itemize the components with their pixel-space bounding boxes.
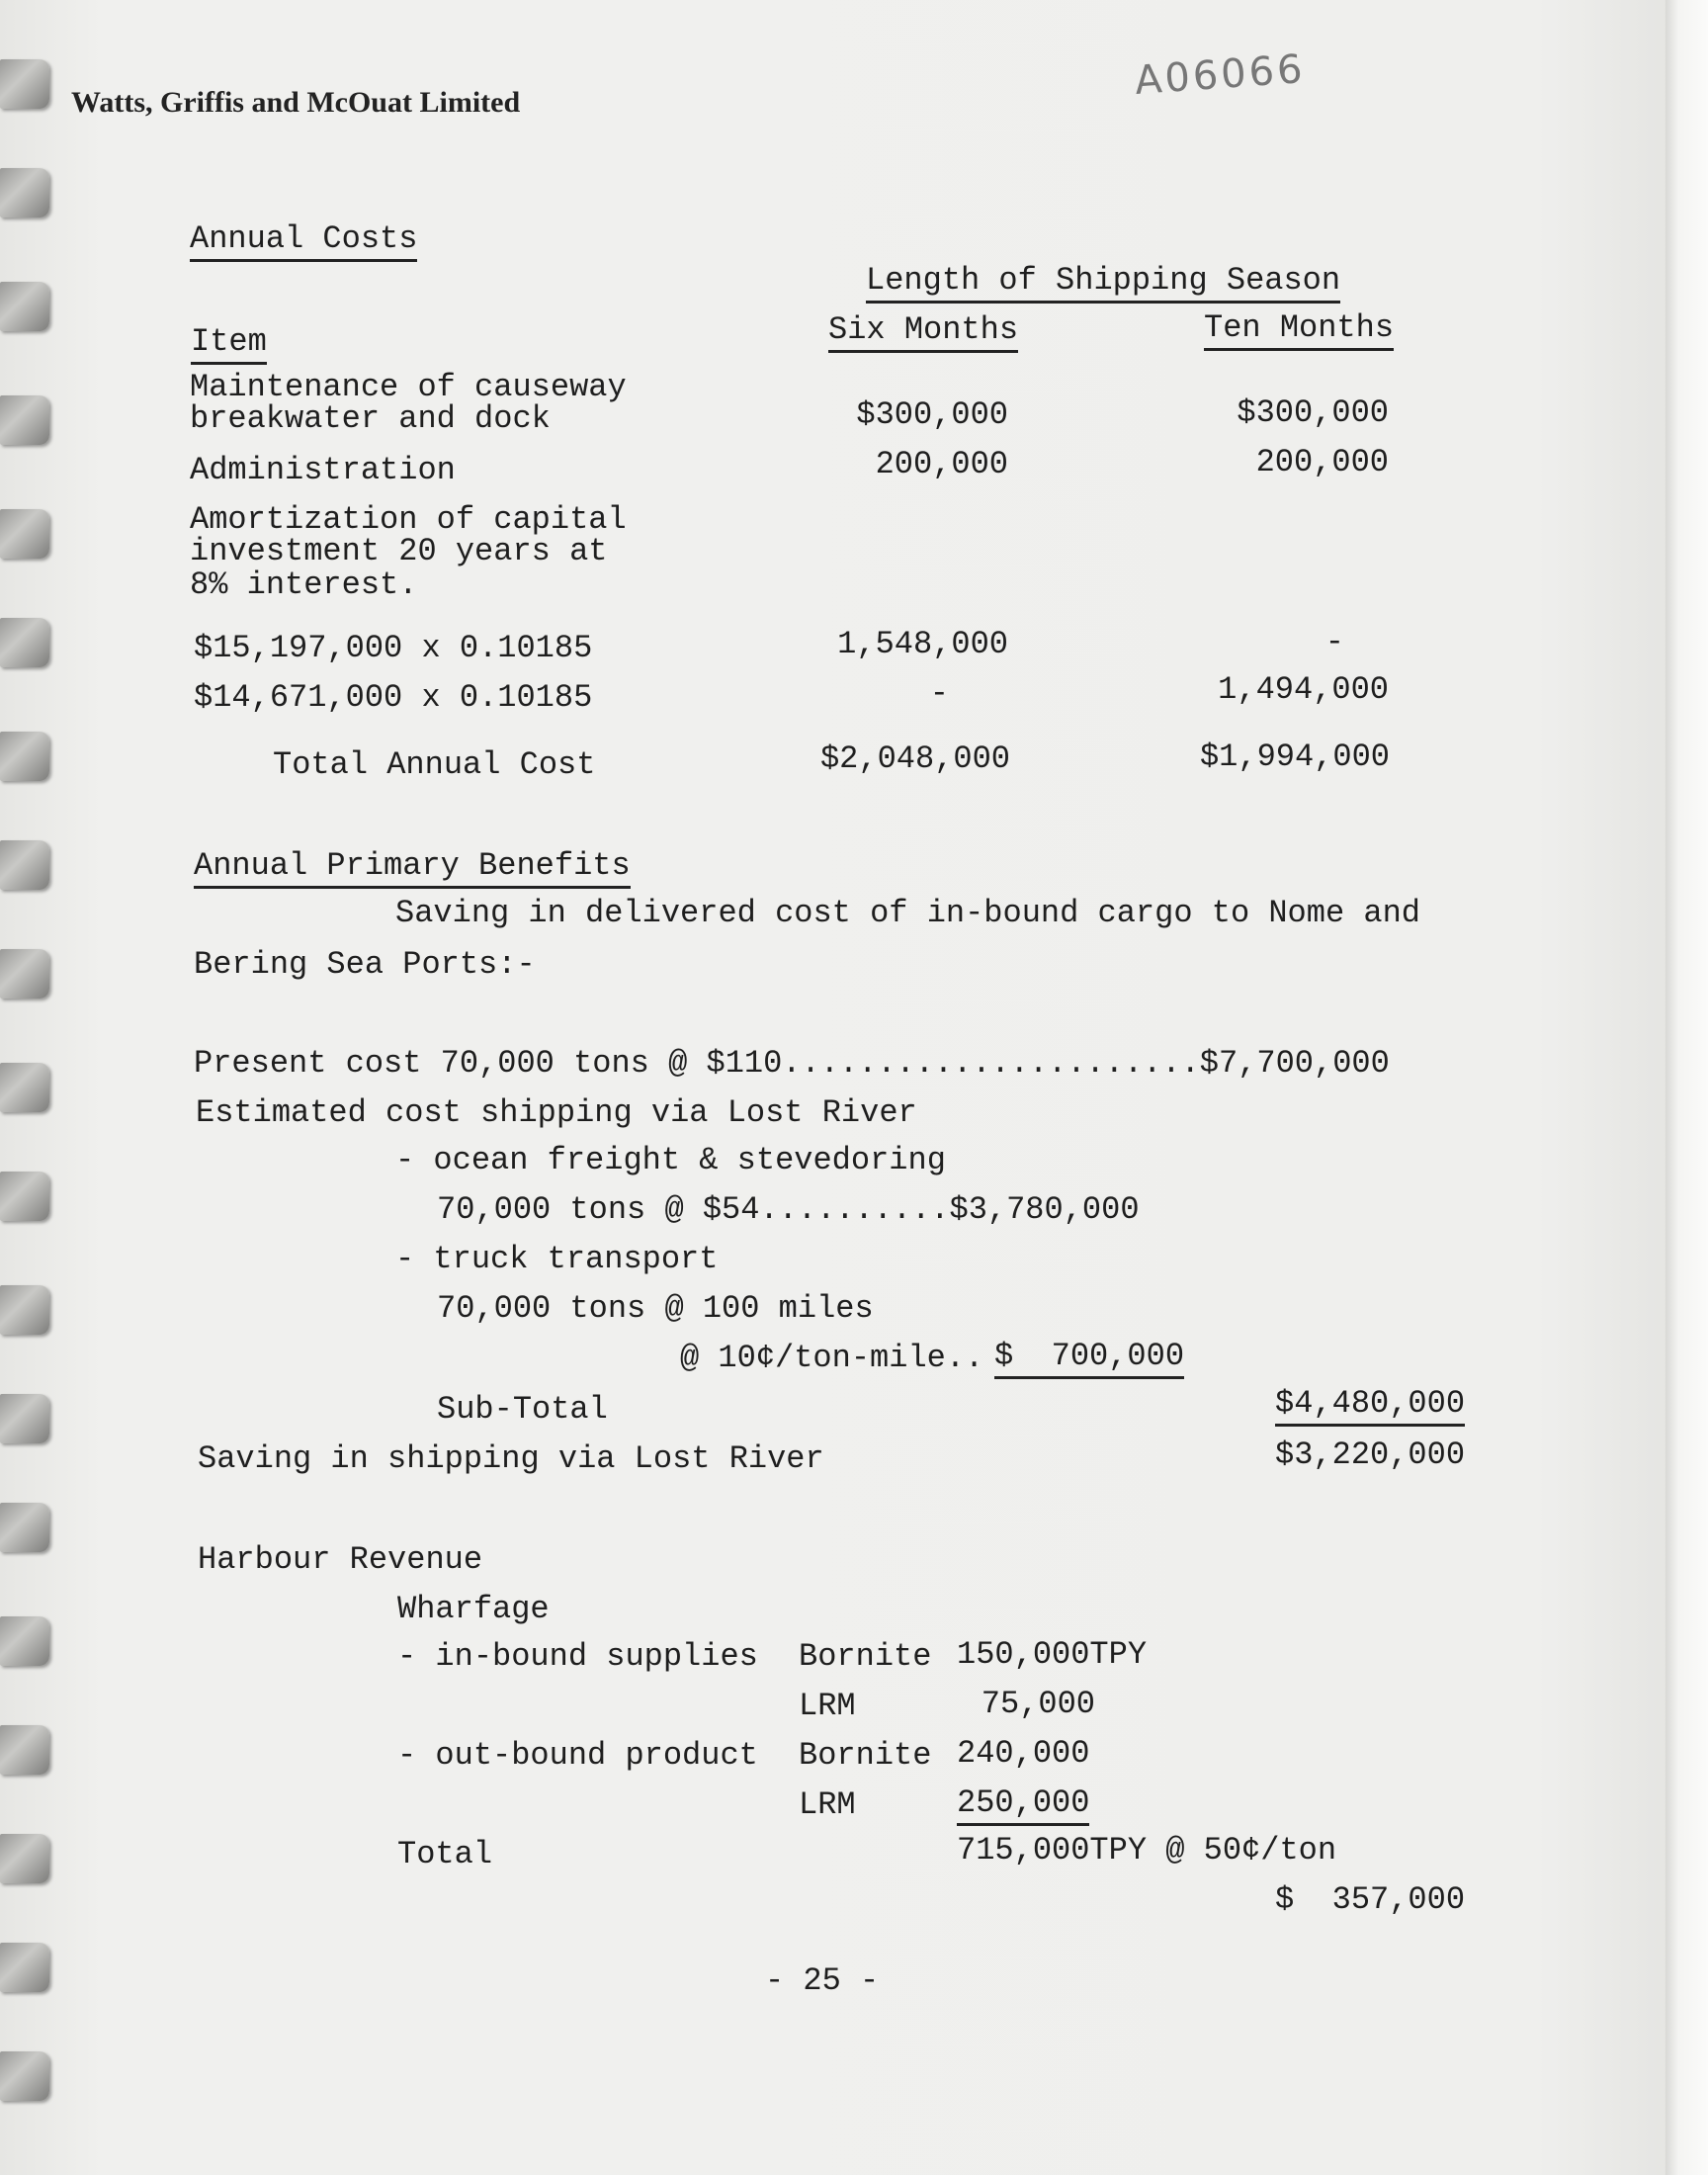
binding-ring: [0, 1394, 49, 1443]
inbound-lrm-value: 75,000: [981, 1686, 1095, 1722]
present-cost-line: Present cost 70,000 tons @ $110......................$7,700,000: [194, 1045, 1390, 1082]
primary-benefits-heading: Annual Primary Benefits: [194, 848, 631, 889]
binding-ring: [0, 732, 49, 781]
cost-six-value: $300,000: [856, 396, 1008, 433]
total-ten-value: $1,994,000: [1199, 739, 1390, 775]
page-edge: [1665, 0, 1708, 2175]
cost-six-value: 1,548,000: [837, 626, 1008, 662]
subtotal-value: $4,480,000: [1275, 1386, 1465, 1427]
outbound-lrm-value: 250,000: [957, 1785, 1089, 1826]
binding-ring: [0, 618, 49, 667]
shipping-season-heading: Length of Shipping Season: [866, 263, 1340, 304]
benefits-intro-line: Bering Sea Ports:-: [194, 946, 536, 983]
saving-value: $3,220,000: [1275, 1436, 1466, 1473]
binding-ring: [0, 1172, 49, 1221]
annual-costs-heading: Annual Costs: [190, 221, 417, 262]
cost-ten-value: 1,494,000: [1218, 671, 1389, 708]
binding-ring: [0, 2051, 49, 2101]
cost-item-label: $14,671,000 x 0.10185: [194, 679, 593, 716]
outbound-bornite-name: Bornite: [799, 1737, 932, 1774]
saving-label: Saving in shipping via Lost River: [198, 1440, 824, 1477]
wharfage-label: Wharfage: [397, 1591, 550, 1627]
outbound-product-label: - out-bound product: [397, 1737, 758, 1774]
truck-transport-line: - truck transport: [395, 1241, 719, 1277]
cost-item-label: investment 20 years at: [190, 533, 608, 569]
binding-ring: [0, 395, 49, 445]
benefits-intro-line: Saving in delivered cost of in-bound cargo to Nome and: [395, 895, 1420, 931]
binding-ring: [0, 509, 49, 559]
harbour-total-value: $ 357,000: [1275, 1881, 1466, 1918]
cost-item-label: Amortization of capital: [190, 501, 627, 538]
binding-ring: [0, 282, 49, 331]
total-annual-cost-label: Total Annual Cost: [273, 746, 596, 783]
truck-calc-line: 70,000 tons @ 100 miles: [437, 1290, 874, 1327]
binding-ring: [0, 840, 49, 890]
document-stamp-number: A06066: [1133, 46, 1308, 104]
binding-ring: [0, 1943, 49, 1992]
item-column-heading: Item: [191, 324, 267, 365]
ten-months-column-heading: Ten Months: [1204, 310, 1394, 351]
six-months-column-heading: Six Months: [828, 312, 1018, 353]
binding-ring: [0, 1285, 49, 1335]
binding-ring: [0, 59, 49, 109]
cost-ten-value: 200,000: [1255, 444, 1389, 480]
binding-ring: [0, 1725, 49, 1775]
harbour-total-calc: 715,000TPY @ 50¢/ton: [957, 1832, 1337, 1869]
page-number: - 25 -: [765, 1962, 880, 1999]
binding-ring: [0, 1063, 49, 1112]
cost-six-value: -: [929, 675, 949, 712]
binding-ring: [0, 1503, 49, 1552]
cost-item-label: 8% interest.: [190, 566, 418, 603]
cost-item-label: Maintenance of causeway: [190, 369, 627, 405]
cost-six-value: 200,000: [875, 446, 1008, 482]
truck-calc-rate: @ 10¢/ton-mile..: [680, 1340, 984, 1376]
outbound-bornite-value: 240,000: [957, 1735, 1090, 1772]
harbour-revenue-heading: Harbour Revenue: [198, 1541, 483, 1578]
cost-ten-value: -: [1324, 624, 1344, 660]
inbound-bornite-name: Bornite: [799, 1638, 932, 1675]
cost-ten-value: $300,000: [1237, 394, 1389, 431]
estimated-cost-line: Estimated cost shipping via Lost River: [196, 1094, 917, 1131]
ocean-freight-line: - ocean freight & stevedoring: [395, 1142, 946, 1178]
truck-calc-value: $ 700,000: [994, 1339, 1184, 1379]
total-six-value: $2,048,000: [819, 740, 1010, 777]
inbound-lrm-name: LRM: [799, 1688, 856, 1724]
inbound-supplies-label: - in-bound supplies: [397, 1638, 758, 1675]
cost-item-label: $15,197,000 x 0.10185: [194, 630, 593, 666]
cost-item-label: breakwater and dock: [190, 400, 551, 437]
cost-item-label: Administration: [190, 452, 456, 488]
binding-ring: [0, 949, 49, 999]
binding-ring: [0, 168, 49, 218]
outbound-lrm-name: LRM: [799, 1786, 856, 1823]
company-letterhead: Watts, Griffis and McOuat Limited: [71, 86, 521, 119]
binding-ring: [0, 1834, 49, 1883]
subtotal-label: Sub-Total: [437, 1391, 608, 1428]
binding-ring: [0, 1616, 49, 1666]
harbour-total-label: Total: [397, 1836, 493, 1872]
ocean-freight-calc: 70,000 tons @ $54..........$3,780,000: [437, 1191, 1140, 1228]
inbound-bornite-value: 150,000TPY: [957, 1636, 1148, 1673]
